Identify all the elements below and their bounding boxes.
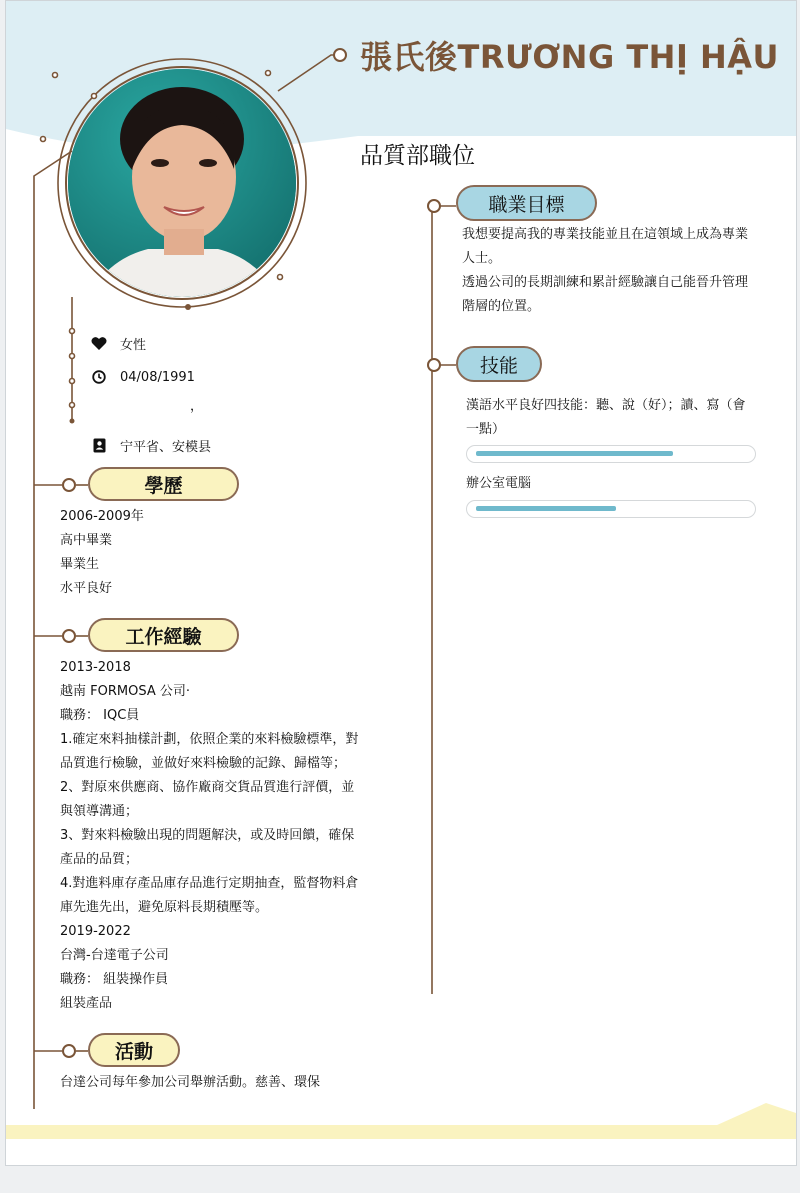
skills-heading: 技能 <box>456 346 542 382</box>
experience-line: 2019-2022 <box>60 924 131 939</box>
heart-icon <box>90 335 108 353</box>
experience-line: 品質進行檢驗，並做好來料檢驗的記錄、歸檔等； <box>60 756 347 771</box>
education-heading: 學歷 <box>88 467 239 501</box>
address-book-icon <box>90 437 108 455</box>
activities-heading: 活動 <box>88 1033 180 1067</box>
profile-photo <box>68 69 296 297</box>
experience-line: 2、對原來供應商、協作廠商交貨品質進行評價，並 <box>60 780 355 795</box>
activities-text: 台達公司每年參加公司舉辦活動。慈善、環保 <box>60 1075 321 1090</box>
job-position: 品質部職位 <box>360 143 475 169</box>
objective-line: 透過公司的長期訓練和累計經驗讓自己能晉升管理 <box>462 275 749 290</box>
objective-line: 階層的位置。 <box>462 299 541 314</box>
candidate-name: 張氏後TRƯƠNG THỊ HẬU <box>360 38 780 76</box>
experience-line: 2013-2018 <box>60 660 131 675</box>
blank-info-item <box>190 395 203 414</box>
skill-1-label <box>466 394 746 442</box>
education-line: 畢業生 <box>60 557 100 572</box>
experience-line: 與領導溝通； <box>60 804 139 819</box>
experience-line: 職務： IQC員 <box>60 708 140 723</box>
objective-content <box>462 223 748 319</box>
gender-value: 女性 <box>120 338 147 353</box>
objective-line: 人士。 <box>462 251 502 266</box>
skill-2-label-line: 辦公室電腦 <box>466 476 532 491</box>
education-content <box>60 505 144 601</box>
experience-line: 產品的品質； <box>60 852 139 867</box>
objective-line: 我想要提高我的專業技能並且在這領域上成為專業 <box>462 227 749 242</box>
skill-2-label <box>466 472 531 496</box>
skill-1-bar <box>466 445 756 463</box>
experience-line: 1.確定來料抽樣計劃，依照企業的來料檢驗標準，對 <box>60 732 359 747</box>
activities-content <box>60 1071 320 1095</box>
education-line: 水平良好 <box>60 581 113 596</box>
birthdate-item <box>90 368 195 386</box>
experience-line: 越南 FORMOSA 公司· <box>60 684 190 699</box>
experience-line: 4.對進料庫存產品庫存品進行定期抽查，監督物料倉 <box>60 876 359 891</box>
experience-line: 組裝產品 <box>60 996 113 1011</box>
experience-line: 職務： 組裝操作員 <box>60 972 169 987</box>
experience-line: 3、對來料檢驗出現的問題解決，或及時回饋，確保 <box>60 828 355 843</box>
skill-1-fill <box>476 451 673 456</box>
blank-value: ， <box>190 399 204 414</box>
experience-line: 庫先進先出，避免原料長期積壓等。 <box>60 900 269 915</box>
address-value: 宁平省、安模县 <box>120 440 212 455</box>
experience-content <box>60 656 358 1016</box>
skill-2-bar <box>466 500 756 518</box>
objective-heading: 職業目標 <box>456 185 597 221</box>
education-line: 高中畢業 <box>60 533 113 548</box>
skill-1-label-line: 一點） <box>466 422 506 437</box>
gender-item <box>90 334 146 353</box>
experience-heading: 工作經驗 <box>88 618 239 652</box>
education-line: 2006-2009年 <box>60 509 144 524</box>
resume-page <box>5 0 797 1166</box>
address-item <box>90 436 211 455</box>
skill-2-fill <box>476 506 616 511</box>
skill-1-label-line: 漢語水平良好四技能：聽、說（好）；讀、寫（會 <box>466 398 746 413</box>
birthdate-value: 04/08/1991 <box>120 369 195 385</box>
experience-line: 台灣-台達電子公司 <box>60 948 169 963</box>
clock-icon <box>90 368 108 386</box>
